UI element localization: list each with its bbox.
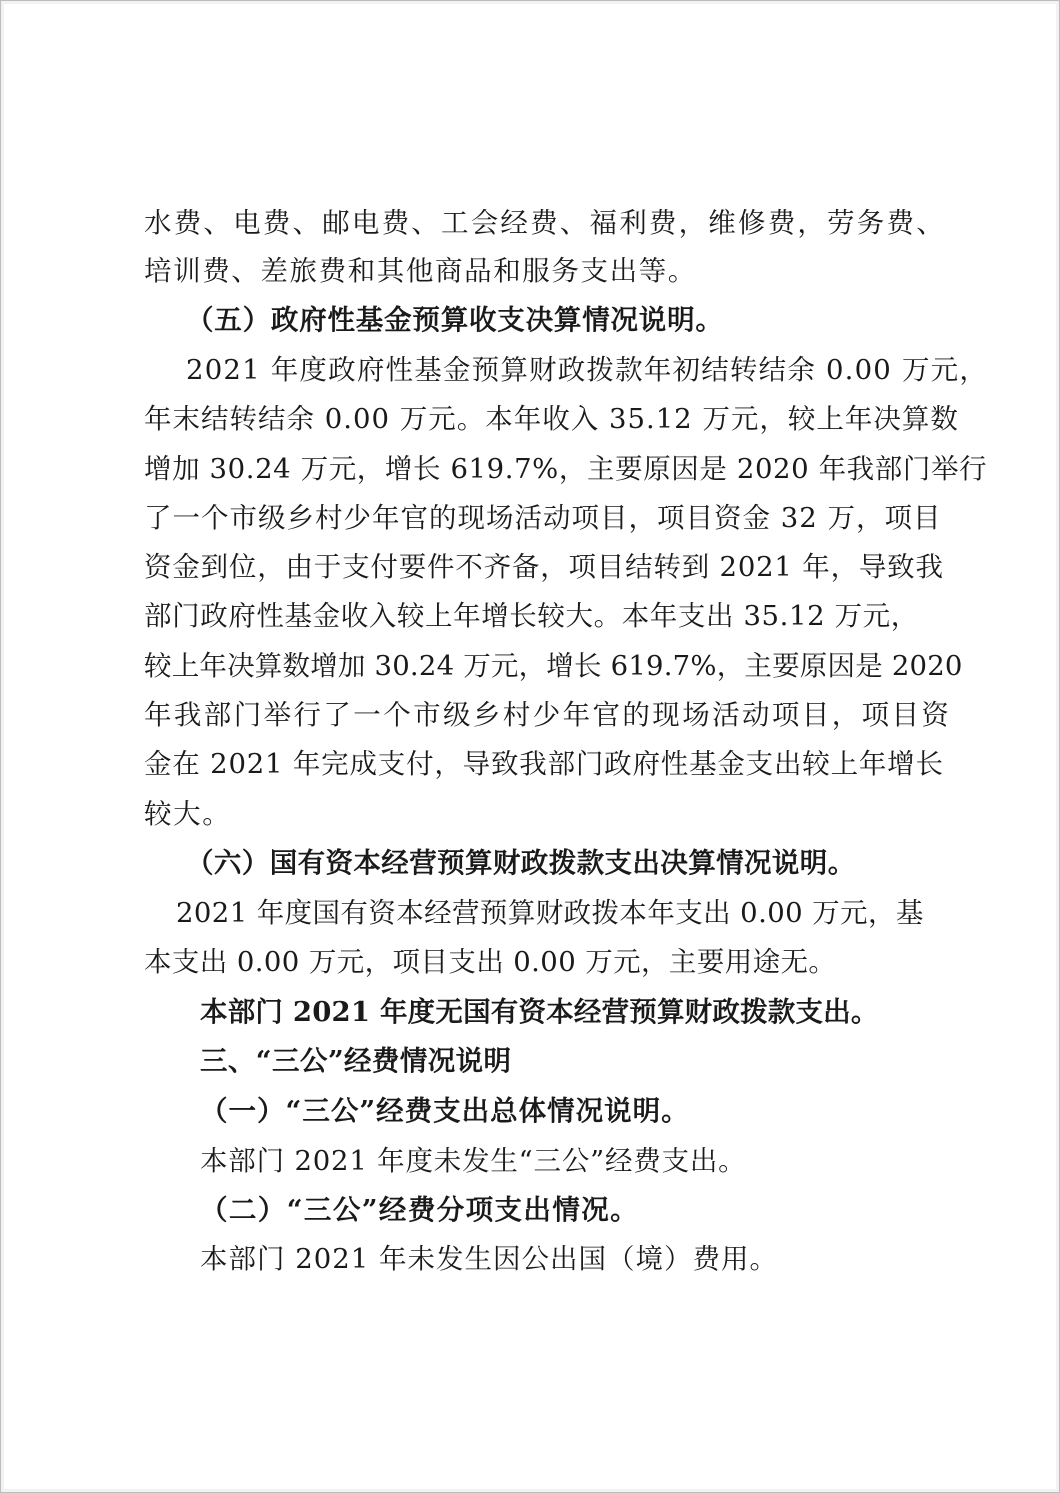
section-heading: 本部门 2021 年度无国有资本经营预算财政拨款支出。 <box>200 996 879 1028</box>
text-line: 2021 年度政府性基金预算财政拨款年初结转结余 0.00 万元， <box>186 354 989 386</box>
text-line: 资金到位，由于支付要件不齐备，项目结转到 2021 年，导致我 <box>144 551 944 583</box>
text-line: 较大。 <box>144 798 232 830</box>
text-line: 水费、电费、邮电费、工会经费、福利费，维修费，劳务费、 <box>144 207 946 239</box>
text-line: 增加 30.24 万元，增长 619.7%，主要原因是 2020 年我部门举行 <box>144 453 988 485</box>
section-heading: 三、“三公”经费情况说明 <box>200 1045 512 1077</box>
text-line: 部门政府性基金收入较上年增长较大。本年支出 35.12 万元， <box>144 600 919 632</box>
text-line: 本部门 2021 年未发生因公出国（境）费用。 <box>200 1243 778 1275</box>
text-line: 2021 年度国有资本经营预算财政拨本年支出 0.00 万元，基 <box>176 897 924 929</box>
text-line: 本部门 2021 年度未发生“三公”经费支出。 <box>200 1145 747 1177</box>
text-line: 年末结转结余 0.00 万元。本年收入 35.12 万元，较上年决算数 <box>144 403 959 435</box>
section-heading: （二）“三公”经费分项支出情况。 <box>200 1194 640 1226</box>
text-line: 金在 2021 年完成支付，导致我部门政府性基金支出较上年增长 <box>144 748 944 780</box>
section-heading: （五）政府性基金预算收支决算情况说明。 <box>186 304 724 336</box>
section-heading: （六）国有资本经营预算财政拨款支出决算情况说明。 <box>186 847 856 879</box>
text-line: 培训费、差旅费和其他商品和服务支出等。 <box>144 255 697 287</box>
text-line: 了一个市级乡村少年官的现场活动项目，项目资金 32 万，项目 <box>144 502 942 534</box>
text-line: 年我部门举行了一个市级乡村少年官的现场活动项目，项目资 <box>144 699 952 731</box>
text-line: 本支出 0.00 万元，项目支出 0.00 万元，主要用途无。 <box>144 946 837 978</box>
text-line: 较上年决算数增加 30.24 万元，增长 619.7%，主要原因是 2020 <box>144 650 963 682</box>
section-heading: （一）“三公”经费支出总体情况说明。 <box>200 1095 690 1127</box>
